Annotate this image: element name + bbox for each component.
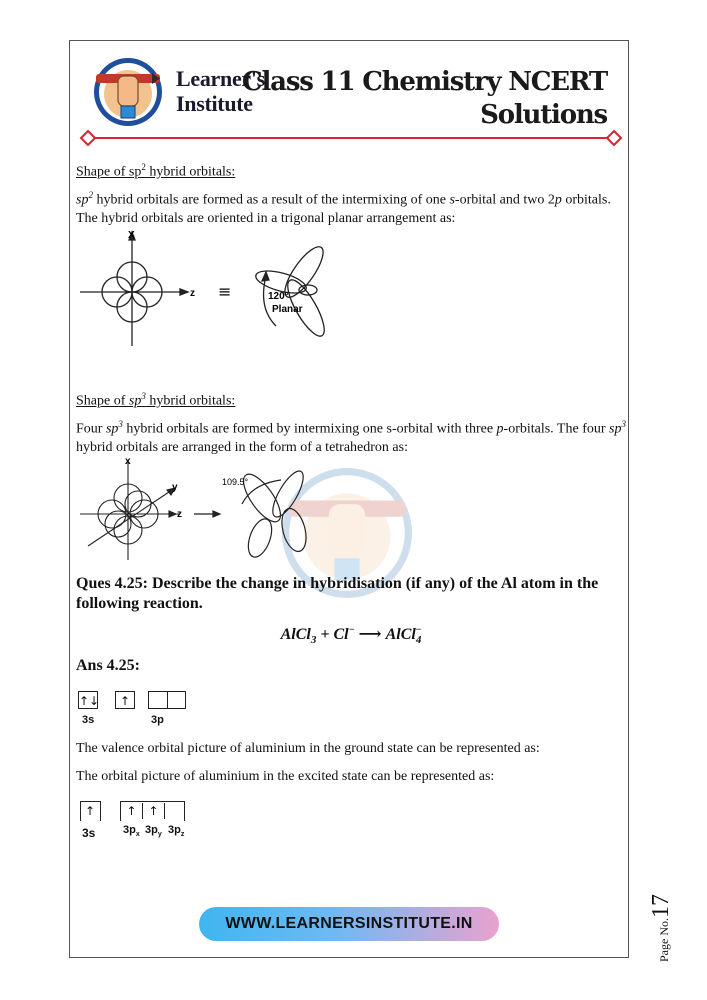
title-line-1: Class 11 Chemistry NCERT: [242, 67, 607, 97]
question-text: Ques 4.25: Describe the change in hybridisation (if any) of the Al atom in the following reaction.: [76, 575, 599, 612]
page-number-value: 17: [648, 894, 674, 918]
page-title: [242, 66, 607, 132]
page-number: [648, 894, 675, 962]
ground-state-text: The valence orbital picture of aluminium in the ground state can be represented as:: [76, 741, 540, 756]
sp3-overlap-orbitals: [80, 460, 180, 560]
empty-cell: [149, 692, 168, 708]
sp2-angle-label: 120°: [268, 291, 289, 302]
sp2-planar-label: Planar: [272, 304, 303, 315]
sp3-axis-z-label: z: [177, 509, 182, 520]
excited-state-text: The orbital picture of aluminium in the excited state can be represented as:: [76, 769, 495, 784]
ground-3s-cell: ↑↓: [79, 694, 100, 708]
sp3-axis-x-label: x: [125, 456, 131, 467]
excited-3s-label: 3s: [82, 826, 96, 840]
sp2-heading: Shape of $sp^2$ hybrid orbitals:: [76, 162, 236, 180]
brand-line-2: Institute: [176, 91, 253, 116]
excited-3p-orbital-boxes: [120, 801, 185, 821]
excited-3py-label: $3p_y$: [145, 824, 162, 839]
sp2-trigonal-lobes: [254, 242, 331, 341]
header-divider: [78, 128, 624, 148]
excited-3px-label: $3p_x$: [123, 824, 140, 839]
sp2-orbital-diagram: [76, 226, 366, 350]
excited-3s-cell: ↑: [84, 804, 96, 818]
sp3-orbital-diagram: [76, 454, 336, 566]
title-line-2: Solutions: [480, 100, 607, 130]
ground-3s-label: 3s: [82, 714, 95, 726]
excited-3pz-label: $3p_z$: [168, 824, 185, 839]
ground-3s-orbital-box: [78, 691, 98, 709]
reaction-equation: AlCl$_3$ + Cl− ⟶ AlCl$_4$−: [280, 624, 422, 647]
sp3-angle-label: 109.5°: [222, 477, 249, 487]
equivalence-symbol: ≡: [218, 282, 232, 301]
sp2-axis-x-label: X: [128, 230, 135, 241]
ground-3p-orbital-box: [115, 691, 135, 709]
excited-3s-orbital-box: [80, 801, 101, 821]
sp3-description: Four $sp^3$ hybrid orbitals are formed by intermixing one s-orbital with three p-orbitals. The four $sp^3$ hybrid orbitals are arranged in the form of a tetrahedron as:: [76, 419, 626, 455]
page-label: Page No.: [657, 918, 671, 962]
excited-3px-cell: ↑: [121, 803, 143, 819]
sp2-overlap-orbitals: [80, 232, 188, 346]
sp3-axis-y-label: y: [172, 482, 178, 493]
ground-3p-cell: ↑: [119, 694, 131, 708]
sp2-description: $sp^2$ hybrid orbitals are formed as a result of the intermixing of one s-orbital and two 2p orbitals. The hybrid orbitals are oriented in a trigonal planar arrangement as:: [76, 190, 611, 226]
ground-3p-empty-boxes: [148, 691, 186, 709]
ground-3p-label: 3p: [151, 714, 164, 726]
excited-3py-cell: ↑: [143, 803, 165, 819]
sp3-heading: Shape of $sp^3$ hybrid orbitals:: [76, 391, 236, 409]
website-link[interactable]: WWW.LEARNERSINSTITUTE.IN: [199, 907, 499, 941]
institute-logo-icon: [92, 56, 164, 128]
brand-line-1: Learner's: [176, 66, 265, 91]
sp3-tetrahedral-lobes: [194, 467, 310, 560]
answer-label: Ans 4.25:: [76, 657, 141, 674]
sp2-axis-z-label: z: [190, 288, 195, 299]
